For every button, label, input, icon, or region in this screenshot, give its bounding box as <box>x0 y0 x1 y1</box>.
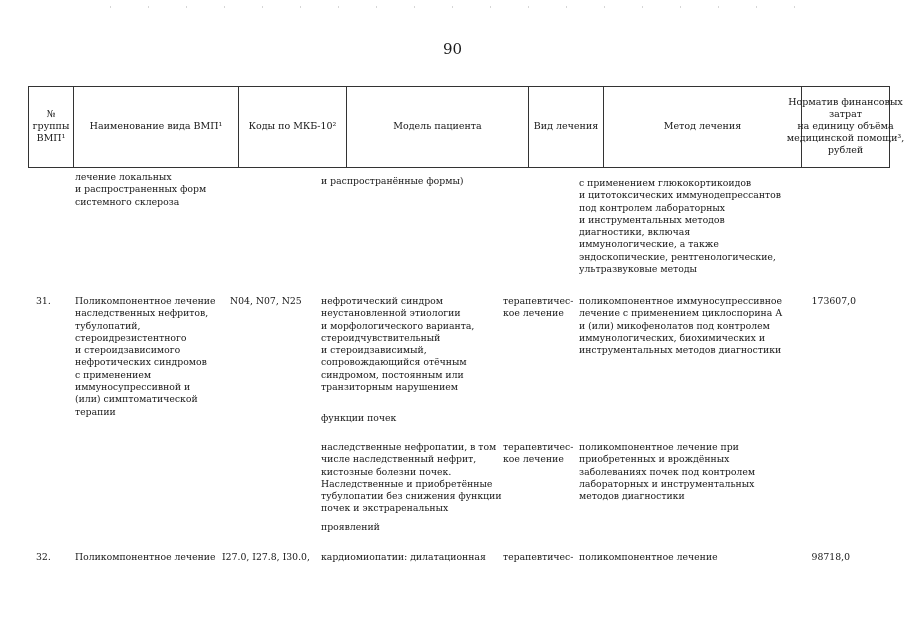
header-icd-codes: Коды по МКБ-10² <box>239 87 347 167</box>
header-vmp-name: Наименование вида ВМП¹ <box>74 87 239 167</box>
row-31-type-1: терапевтичес- кое лечение <box>503 296 574 320</box>
header-patient-model: Модель пациента <box>347 87 529 167</box>
scan-artifact <box>110 6 810 8</box>
row-31-cost: 173607,0 <box>811 296 856 307</box>
header-group-number: № группы ВМП¹ <box>29 87 74 167</box>
row-31-model-2: наследственные нефропатии, в том числе наследственный нефрит, кистозные болезни почек. Наследственные и приобретённые тубулопатии без снижения функции почек и экстраренальных <box>321 442 502 515</box>
cont-row-model: и распространённые формы) <box>321 176 464 187</box>
row-31-codes: N04, N07, N25 <box>230 296 302 307</box>
row-32-cost: 98718,0 <box>811 552 850 563</box>
row-31-model-1: нефротический синдром неустановленной этиологии и морфологического варианта, стероидчувствительный и стероидзависимый, сопровождающийся отёчным синдромом, постоянным или транзиторным нарушением <box>321 296 475 394</box>
row-32-codes: I27.0, I27.8, I30.0, <box>222 552 310 563</box>
row-31-method-2: поликомпонентное лечение при приобретенных и врождённых заболеваниях почек под контролем лабораторных и инструментальных методов диагностики <box>579 442 756 503</box>
row-32-method: поликомпонентное лечение <box>579 552 718 563</box>
cont-row-name: лечение локальных и распространенных форм системного склероза <box>75 172 207 208</box>
row-31-name: Поликомпонентное лечение наследственных нефритов, тубулопатий, стероидрезистентного и стероидзависимого нефротических синдромов с применением иммуносупрессивной и (или) симптоматической терапии <box>75 296 216 418</box>
table-header <box>28 86 905 168</box>
row-31-type-2: терапевтичес- кое лечение <box>503 442 574 466</box>
row-31-model-1-end: функции почек <box>321 413 397 424</box>
page-number: 90 <box>442 40 463 58</box>
cont-row-method: с применением глюкокортикоидов и цитотоксических иммунодепрессантов под контролем лабораторных и инструментальных методов диагностики, включая иммунологические, а также эндоскопические, рентгенологические, ультразвуковые методы <box>579 178 782 276</box>
row-32-model: кардиомиопатии: дилатационная <box>321 552 486 563</box>
row-31-number: 31. <box>36 296 51 307</box>
header-treatment-method: Метод лечения <box>604 87 802 167</box>
header-treatment-type: Вид лечения <box>529 87 604 167</box>
row-32-number: 32. <box>36 552 51 563</box>
header-cost-norm: Норматив финансовых затрат на единицу объёма медицинской помощи³, рублей <box>786 97 905 156</box>
row-32-type: терапевтичес- <box>503 552 574 563</box>
row-31-model-2-end: проявлений <box>321 522 380 533</box>
row-32-name: Поликомпонентное лечение <box>75 552 216 563</box>
row-31-method-1: поликомпонентное иммуносупрессивное лечение с применением циклоспорина А и (или) микофенолатов под контролем иммунологических, биохимических и инструментальных методов диагностики <box>579 296 783 357</box>
